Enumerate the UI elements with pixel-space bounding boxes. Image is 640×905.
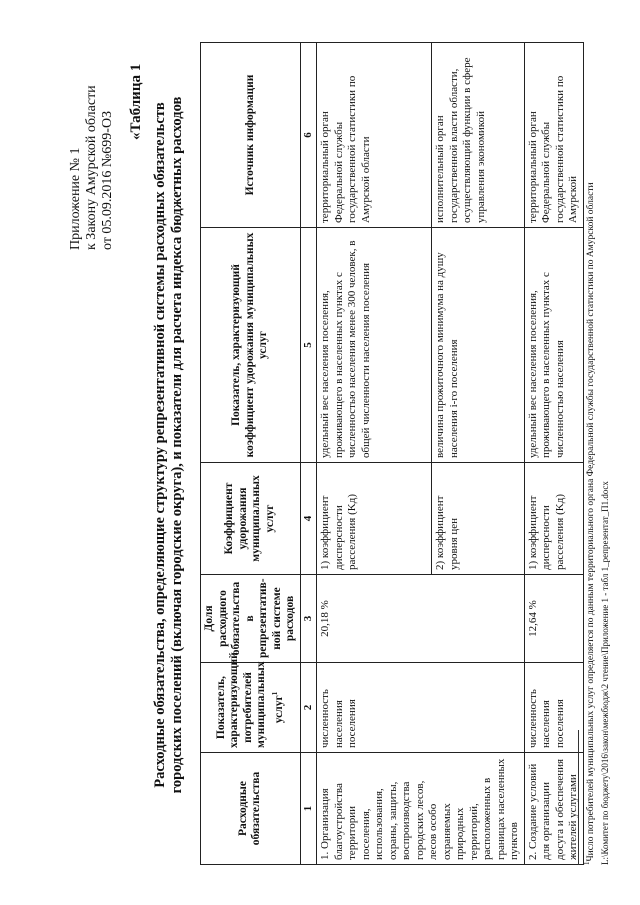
- row2-coefficient-1: 1) коэффициент дисперсности расселения (Kд): [524, 463, 583, 575]
- appendix-law: к Закону Амурской области: [84, 85, 99, 250]
- header-share: Доля расходного обязательства в репрезентатив-ной системе расходов: [201, 575, 301, 663]
- header-source: Источник информации: [201, 43, 301, 228]
- column-number-row: [300, 43, 317, 865]
- obligations-table: [200, 42, 584, 865]
- column-number: 2: [300, 663, 317, 753]
- file-path: L:\Комитет по бюджету\2016\закон\межбюдж\2 чтение\Приложение 1 - табл 1_репрезентат_П1.docx: [600, 481, 610, 865]
- row2-share: 12,64 %: [524, 575, 583, 663]
- header-consumer-indicator-text: Показатель, характеризующий потребителей муниципальных услуг: [214, 652, 285, 748]
- footnote-divider: [578, 730, 579, 865]
- row2-indicator-1: удельный вес населения поселения, проживающего в населенных пунктах с численностью населения: [524, 228, 583, 463]
- header-consumer-indicator: [201, 652, 301, 753]
- footnote-text: Число потребителей муниципальных услуг определяется по данным территориального органа Федеральной службы государственной статистики по Амурской области: [586, 182, 597, 862]
- page-title: [152, 55, 186, 835]
- title-line-1: Расходные обязательства, определяющие структуру репрезентативной системы расходных обязательств: [152, 102, 168, 788]
- row1-indicator: численность населения поселения: [317, 663, 525, 753]
- column-number: 5: [300, 228, 317, 463]
- row1-share: 20,18 %: [317, 575, 525, 663]
- column-number: 3: [300, 575, 317, 663]
- header-cost-coefficient: Коэффициент удорожания муниципальных услуг: [201, 463, 301, 575]
- appendix-number: Приложение № 1: [68, 147, 83, 250]
- row2-source-1: территориальный орган Федеральной службы государственной статистики по Амурской: [524, 43, 583, 228]
- row1-indicator-1: удельный вес населения поселения, проживающего в населенных пунктах с численностью населения менее 300 человек, в общей численности населения поселения: [317, 228, 432, 463]
- column-number: 1: [300, 753, 317, 865]
- header-obligations: Расходные обязательства: [201, 753, 301, 865]
- row1-source-2: исполнительный орган государственной власти области, осуществляющий функции в сфере управления экономикой: [432, 43, 524, 228]
- row1-obligation: 1. Организация благоустройства территории поселения, использования, охраны, защиты, воспроизводства городских лесов, лесов особо охраняемых природных территорий, расположенных в границах населенных пунктов: [317, 753, 525, 865]
- column-number: 4: [300, 463, 317, 575]
- footnote-marker: 1: [270, 691, 279, 696]
- table-header-row: [201, 43, 301, 865]
- row2-indicator: численность населения поселения: [524, 663, 583, 753]
- footnote: [583, 182, 596, 865]
- appendix-header: [68, 0, 116, 250]
- table-label: «Таблица 1: [128, 63, 144, 140]
- header-coefficient-indicator: Показатель, характеризующий коэффициент удорожания муниципальных услуг: [201, 228, 301, 463]
- column-number: 6: [300, 43, 317, 228]
- table-row: [524, 43, 583, 865]
- row1-indicator-2: величина прожиточного минимума на душу населения i-го поселения: [432, 228, 524, 463]
- footnote-sup: 1: [583, 861, 591, 865]
- row1-source-1: территориальный орган Федеральной службы государственной статистики по Амурской области: [317, 43, 432, 228]
- table-row: [317, 43, 432, 865]
- appendix-date: от 05.09.2016 №699-ОЗ: [100, 110, 115, 250]
- title-line-2: городских поселений (включая городские округа), и показатели для расчета индекса бюджетных расходов: [169, 96, 185, 794]
- row2-obligation: 2. Создание условий для организации досуга и обеспечения жителей услугами: [524, 753, 583, 865]
- row1-coefficient-2: 2) коэффициент уровня цен: [432, 463, 524, 575]
- row1-coefficient-1: 1) коэффициент дисперсности расселения (Kд): [317, 463, 432, 575]
